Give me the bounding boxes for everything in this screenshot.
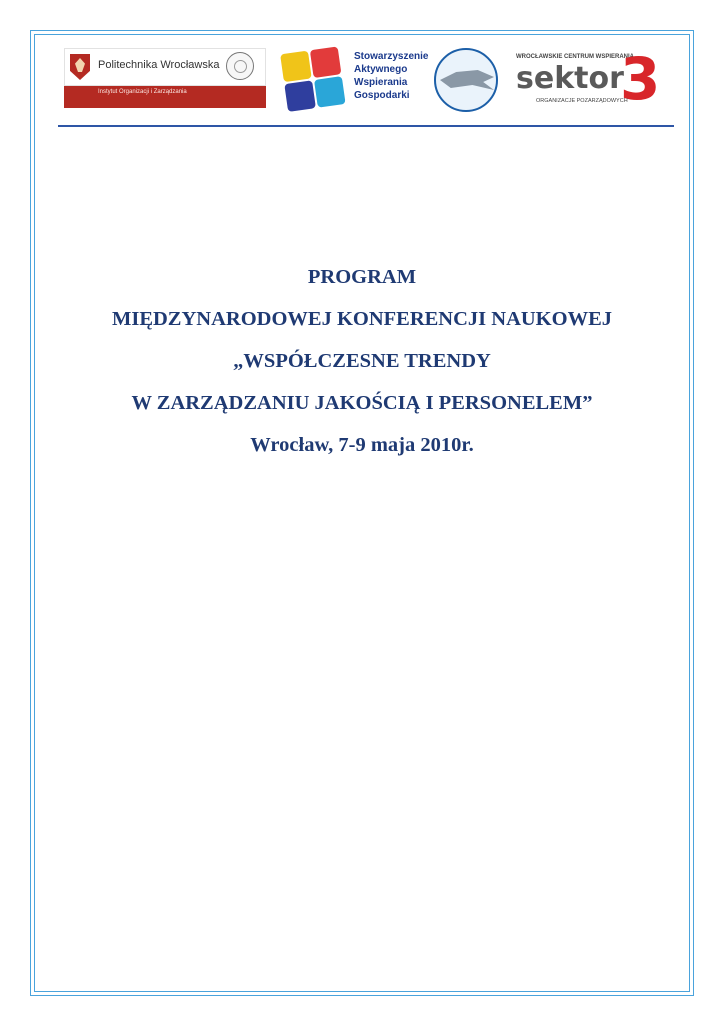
header-divider: [58, 125, 674, 127]
sawg-name: Stowarzyszenie Aktywnego Wspierania Gospodarki: [354, 51, 429, 101]
conference-title: [40, 256, 684, 466]
sektor3-bottom-text: ORGANIZACJE POZARZĄDOWYCH: [536, 98, 628, 104]
university-seal-icon: [226, 52, 254, 80]
title-program: PROGRAM: [307, 266, 417, 288]
title-conference: MIĘDZYNARODOWEJ KONFERENCJI NAUKOWEJ: [112, 308, 612, 330]
page-border-inner: [34, 34, 690, 992]
sektor3-word: sektor: [516, 61, 624, 96]
sektor3-logo: [510, 46, 668, 114]
puzzle-icon: [280, 46, 348, 114]
politechnika-subtitle: Instytut Organizacji i Zarządzania: [98, 89, 187, 95]
sektor3-number: 3: [620, 45, 661, 113]
politechnika-name: Politechnika Wrocławska: [98, 59, 220, 71]
politechnika-logo: [64, 48, 266, 110]
logo-strip: [64, 44, 670, 118]
title-management: W ZARZĄDZANIU JAKOŚCIĄ I PERSONELEM”: [131, 392, 593, 414]
shark-logo: [432, 46, 502, 114]
sektor3-top-text: WROCŁAWSKIE CENTRUM WSPIERANIA: [516, 54, 634, 60]
sawg-logo: [282, 44, 429, 116]
title-trends: „WSPÓŁCZESNE TRENDY: [233, 350, 491, 372]
title-date-place: Wrocław, 7-9 maja 2010r.: [250, 434, 474, 456]
